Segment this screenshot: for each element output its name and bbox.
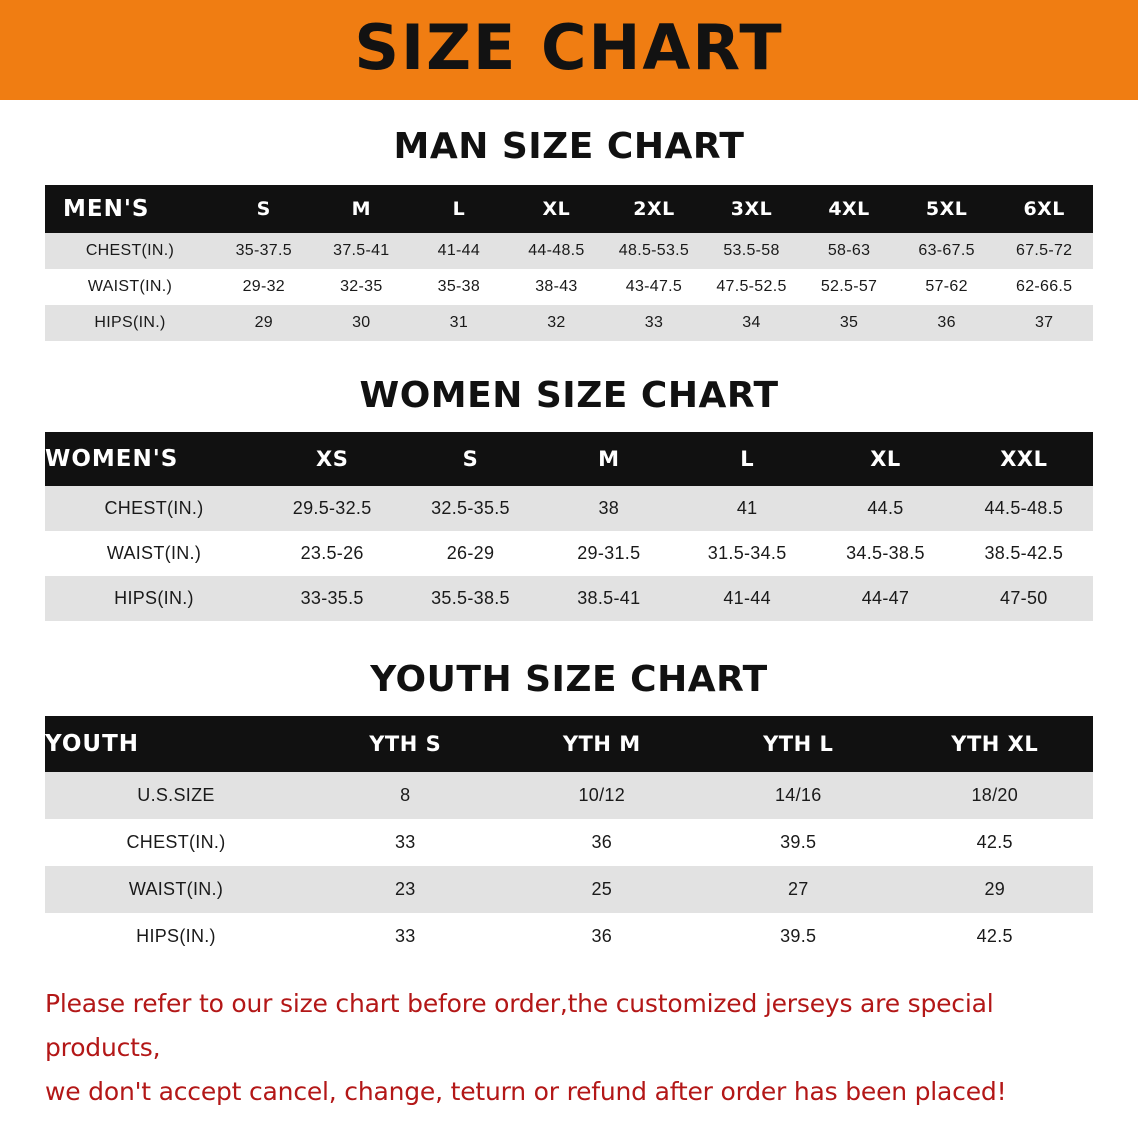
cell: 41-44 xyxy=(410,233,508,269)
cell: 29 xyxy=(897,866,1094,913)
table-row xyxy=(45,913,1093,960)
column-header-4xl: 4XL xyxy=(800,185,898,233)
cell: 32.5-35.5 xyxy=(401,486,539,531)
size-chart-disclaimer xyxy=(39,982,1099,1113)
cell: 39.5 xyxy=(700,819,897,866)
size-chart-banner xyxy=(0,0,1138,100)
column-header-youth: YOUTH xyxy=(45,716,307,772)
row-label-chest: CHEST(IN.) xyxy=(45,819,307,866)
cell: 32-35 xyxy=(313,269,411,305)
youth-size-table-wrapper xyxy=(45,716,1093,960)
youth-size-table xyxy=(45,716,1093,960)
table-row xyxy=(45,305,1093,341)
table-row xyxy=(45,772,1093,819)
cell: 41 xyxy=(678,486,816,531)
cell: 26-29 xyxy=(401,531,539,576)
row-label-waist: WAIST(IN.) xyxy=(45,531,263,576)
page-title: SIZE CHART xyxy=(354,11,784,84)
column-header-s: S xyxy=(401,432,539,486)
column-header-yth-xl: YTH XL xyxy=(897,716,1094,772)
cell: 47-50 xyxy=(955,576,1093,621)
row-label-chest: CHEST(IN.) xyxy=(45,486,263,531)
youth-section-title: YOUTH SIZE CHART xyxy=(370,659,768,700)
cell: 63-67.5 xyxy=(898,233,996,269)
cell: 18/20 xyxy=(897,772,1094,819)
cell: 35.5-38.5 xyxy=(401,576,539,621)
row-label-hips: HIPS(IN.) xyxy=(45,576,263,621)
cell: 32 xyxy=(508,305,606,341)
cell: 44.5 xyxy=(816,486,954,531)
column-header-s: S xyxy=(215,185,313,233)
cell: 67.5-72 xyxy=(995,233,1093,269)
column-header-l: L xyxy=(410,185,508,233)
women-size-table xyxy=(45,432,1093,621)
row-label-chest: CHEST(IN.) xyxy=(45,233,215,269)
column-header-yth-m: YTH M xyxy=(504,716,701,772)
row-label-hips: HIPS(IN.) xyxy=(45,913,307,960)
cell: 37.5-41 xyxy=(313,233,411,269)
cell: 30 xyxy=(313,305,411,341)
cell: 35-38 xyxy=(410,269,508,305)
column-header-2xl: 2XL xyxy=(605,185,703,233)
cell: 31.5-34.5 xyxy=(678,531,816,576)
women-size-table-wrapper xyxy=(45,432,1093,621)
column-header-yth-l: YTH L xyxy=(700,716,897,772)
table-row xyxy=(45,486,1093,531)
cell: 33 xyxy=(307,819,504,866)
cell: 44-47 xyxy=(816,576,954,621)
man-size-table xyxy=(45,185,1093,341)
table-row xyxy=(45,233,1093,269)
cell: 23.5-26 xyxy=(263,531,401,576)
cell: 34.5-38.5 xyxy=(816,531,954,576)
disclaimer-line-1: Please refer to our size chart before order,the customized jerseys are special products, xyxy=(45,989,994,1062)
cell: 38-43 xyxy=(508,269,606,305)
cell: 36 xyxy=(504,819,701,866)
cell: 38.5-41 xyxy=(540,576,678,621)
cell: 53.5-58 xyxy=(703,233,801,269)
cell: 23 xyxy=(307,866,504,913)
cell: 37 xyxy=(995,305,1093,341)
women-section-title: WOMEN SIZE CHART xyxy=(359,375,779,416)
column-header-xl: XL xyxy=(816,432,954,486)
column-header-mens: MEN'S xyxy=(45,185,215,233)
row-label-waist: WAIST(IN.) xyxy=(45,866,307,913)
cell: 10/12 xyxy=(504,772,701,819)
column-header-womens: WOMEN'S xyxy=(45,432,263,486)
cell: 31 xyxy=(410,305,508,341)
cell: 42.5 xyxy=(897,819,1094,866)
table-header-row xyxy=(45,432,1093,486)
column-header-3xl: 3XL xyxy=(703,185,801,233)
cell: 8 xyxy=(307,772,504,819)
cell: 43-47.5 xyxy=(605,269,703,305)
cell: 41-44 xyxy=(678,576,816,621)
cell: 25 xyxy=(504,866,701,913)
table-header-row xyxy=(45,185,1093,233)
table-header-row xyxy=(45,716,1093,772)
column-header-5xl: 5XL xyxy=(898,185,996,233)
column-header-m: M xyxy=(313,185,411,233)
man-section-title: MAN SIZE CHART xyxy=(393,126,745,167)
cell: 27 xyxy=(700,866,897,913)
cell: 29.5-32.5 xyxy=(263,486,401,531)
cell: 52.5-57 xyxy=(800,269,898,305)
cell: 44-48.5 xyxy=(508,233,606,269)
cell: 29-32 xyxy=(215,269,313,305)
column-header-6xl: 6XL xyxy=(995,185,1093,233)
disclaimer-line-2: we don't accept cancel, change, teturn or refund after order has been placed! xyxy=(45,1076,1007,1106)
cell: 29-31.5 xyxy=(540,531,678,576)
column-header-m: M xyxy=(540,432,678,486)
cell: 14/16 xyxy=(700,772,897,819)
cell: 29 xyxy=(215,305,313,341)
cell: 33 xyxy=(307,913,504,960)
table-row xyxy=(45,576,1093,621)
man-size-table-wrapper xyxy=(45,185,1093,341)
table-row xyxy=(45,819,1093,866)
cell: 34 xyxy=(703,305,801,341)
cell: 47.5-52.5 xyxy=(703,269,801,305)
cell: 44.5-48.5 xyxy=(955,486,1093,531)
cell: 36 xyxy=(898,305,996,341)
cell: 39.5 xyxy=(700,913,897,960)
cell: 38 xyxy=(540,486,678,531)
row-label-hips: HIPS(IN.) xyxy=(45,305,215,341)
cell: 57-62 xyxy=(898,269,996,305)
table-row xyxy=(45,531,1093,576)
column-header-yth-s: YTH S xyxy=(307,716,504,772)
cell: 62-66.5 xyxy=(995,269,1093,305)
column-header-l: L xyxy=(678,432,816,486)
cell: 58-63 xyxy=(800,233,898,269)
cell: 33 xyxy=(605,305,703,341)
cell: 33-35.5 xyxy=(263,576,401,621)
cell: 48.5-53.5 xyxy=(605,233,703,269)
cell: 35-37.5 xyxy=(215,233,313,269)
column-header-xxl: XXL xyxy=(955,432,1093,486)
column-header-xl: XL xyxy=(508,185,606,233)
table-row xyxy=(45,269,1093,305)
cell: 36 xyxy=(504,913,701,960)
cell: 35 xyxy=(800,305,898,341)
cell: 38.5-42.5 xyxy=(955,531,1093,576)
row-label-us-size: U.S.SIZE xyxy=(45,772,307,819)
cell: 42.5 xyxy=(897,913,1094,960)
row-label-waist: WAIST(IN.) xyxy=(45,269,215,305)
table-row xyxy=(45,866,1093,913)
column-header-xs: XS xyxy=(263,432,401,486)
